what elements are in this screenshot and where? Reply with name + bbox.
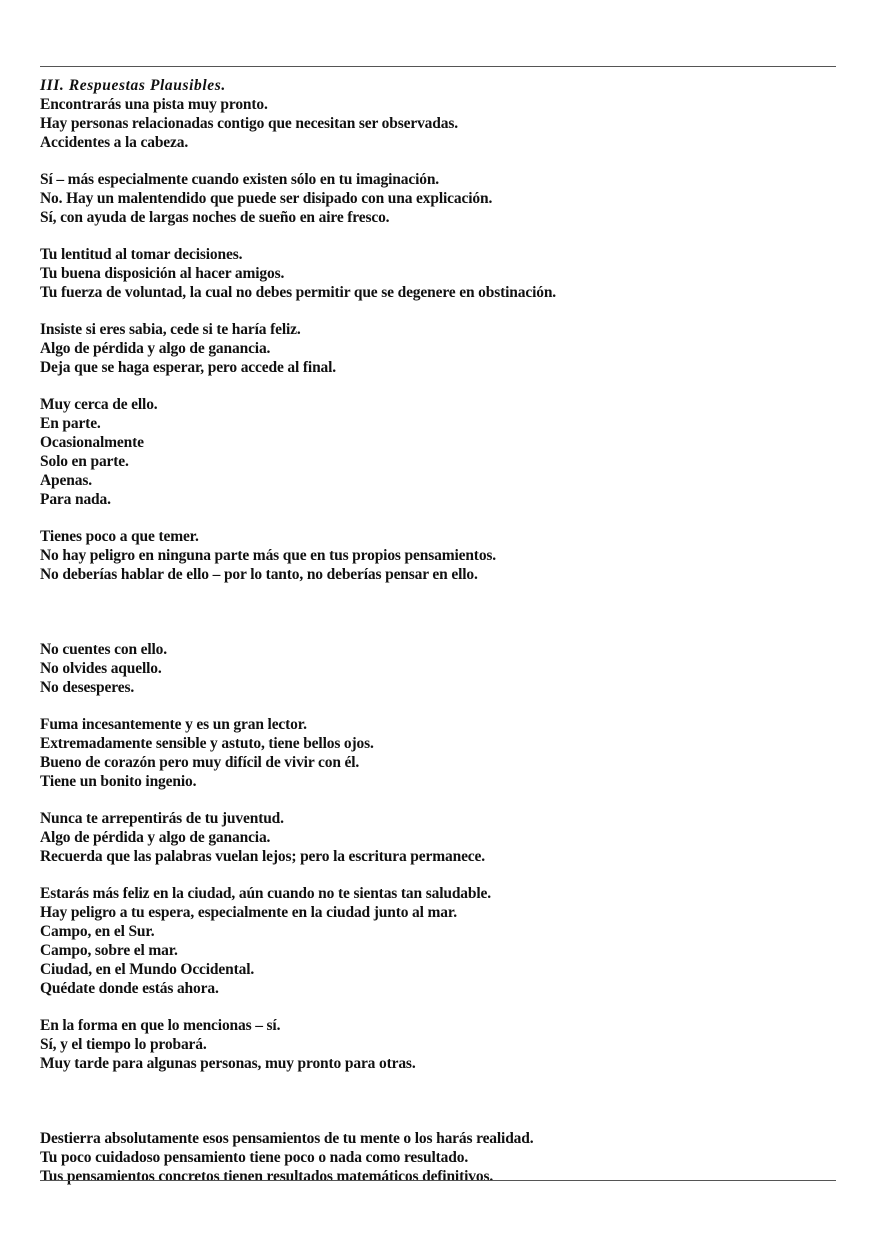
answer-group-1	[40, 95, 836, 152]
answer-line: Tienes poco a que temer.	[40, 528, 199, 545]
answer-line: Apenas.	[40, 472, 92, 489]
group-spacer	[40, 302, 836, 320]
group-spacer	[40, 377, 836, 395]
answer-line: Algo de pérdida y algo de ganancia.	[40, 829, 271, 846]
answer-line: Campo, sobre el mar.	[40, 942, 178, 959]
answer-line: En la forma en que lo mencionas – sí.	[40, 1017, 281, 1034]
bottom-rule	[40, 1180, 836, 1181]
answer-group-4	[40, 320, 836, 377]
answer-group-5	[40, 395, 836, 509]
group-spacer	[40, 1073, 836, 1129]
answer-line: No. Hay un malentendido que puede ser disipado con una explicación.	[40, 190, 493, 207]
top-rule	[40, 66, 836, 67]
answer-line: Tu fuerza de voluntad, la cual no debes permitir que se degenere en obstinación.	[40, 284, 557, 301]
answer-line: Solo en parte.	[40, 453, 129, 470]
answer-line: Tus pensamientos concretos tienen resultados matemáticos definitivos.	[40, 1168, 494, 1185]
document-body	[40, 76, 836, 1186]
answer-group-11	[40, 1016, 836, 1073]
section-heading: III. Respuestas Plausibles.	[40, 77, 226, 94]
answer-line: Sí – más especialmente cuando existen sólo en tu imaginación.	[40, 171, 440, 188]
answer-group-6	[40, 527, 836, 584]
answer-line: Fuma incesantemente y es un gran lector.	[40, 716, 307, 733]
answer-group-8	[40, 715, 836, 791]
answer-line: Deja que se haga esperar, pero accede al final.	[40, 359, 337, 376]
answer-line: En parte.	[40, 415, 101, 432]
answer-line: Tu lentitud al tomar decisiones.	[40, 246, 243, 263]
answer-group-2	[40, 170, 836, 227]
answer-line: Recuerda que las palabras vuelan lejos; pero la escritura permanece.	[40, 848, 485, 865]
answer-line: Extremadamente sensible y astuto, tiene bellos ojos.	[40, 735, 374, 752]
answer-line: Destierra absolutamente esos pensamientos de tu mente o los harás realidad.	[40, 1130, 534, 1147]
group-spacer	[40, 584, 836, 640]
answer-line: Muy cerca de ello.	[40, 396, 158, 413]
answer-line: Sí, con ayuda de largas noches de sueño en aire fresco.	[40, 209, 390, 226]
group-spacer	[40, 697, 836, 715]
group-spacer	[40, 227, 836, 245]
answer-line: Hay peligro a tu espera, especialmente en la ciudad junto al mar.	[40, 904, 457, 921]
answer-group-12	[40, 1129, 836, 1186]
answer-line: Sí, y el tiempo lo probará.	[40, 1036, 207, 1053]
answer-group-10	[40, 884, 836, 998]
group-spacer	[40, 791, 836, 809]
answer-line: Ocasionalmente	[40, 434, 144, 451]
group-spacer	[40, 998, 836, 1016]
answer-group-3	[40, 245, 836, 302]
answer-line: No cuentes con ello.	[40, 641, 168, 658]
group-spacer	[40, 866, 836, 884]
answer-line: No olvides aquello.	[40, 660, 162, 677]
answer-line: No deberías hablar de ello – por lo tanto, no deberías pensar en ello.	[40, 566, 478, 583]
answer-line: Quédate donde estás ahora.	[40, 980, 219, 997]
answer-line: Tu buena disposición al hacer amigos.	[40, 265, 285, 282]
answer-line: Campo, en el Sur.	[40, 923, 155, 940]
answer-line: Hay personas relacionadas contigo que necesitan ser observadas.	[40, 115, 458, 132]
answer-line: Nunca te arrepentirás de tu juventud.	[40, 810, 284, 827]
answer-group-7	[40, 640, 836, 697]
answer-line: No desesperes.	[40, 679, 135, 696]
answer-line: Tu poco cuidadoso pensamiento tiene poco o nada como resultado.	[40, 1149, 469, 1166]
answer-line: Accidentes a la cabeza.	[40, 134, 189, 151]
group-spacer	[40, 152, 836, 170]
answer-group-9	[40, 809, 836, 866]
answer-line: Ciudad, en el Mundo Occidental.	[40, 961, 255, 978]
group-spacer	[40, 509, 836, 527]
answer-line: Encontrarás una pista muy pronto.	[40, 96, 268, 113]
answer-line: Muy tarde para algunas personas, muy pronto para otras.	[40, 1055, 416, 1072]
answer-line: No hay peligro en ninguna parte más que en tus propios pensamientos.	[40, 547, 497, 564]
answer-line: Estarás más feliz en la ciudad, aún cuando no te sientas tan saludable.	[40, 885, 491, 902]
answer-line: Bueno de corazón pero muy difícil de vivir con él.	[40, 754, 360, 771]
answer-line: Algo de pérdida y algo de ganancia.	[40, 340, 271, 357]
answer-line: Para nada.	[40, 491, 111, 508]
answer-line: Tiene un bonito ingenio.	[40, 773, 197, 790]
answer-line: Insiste si eres sabia, cede si te haría feliz.	[40, 321, 301, 338]
